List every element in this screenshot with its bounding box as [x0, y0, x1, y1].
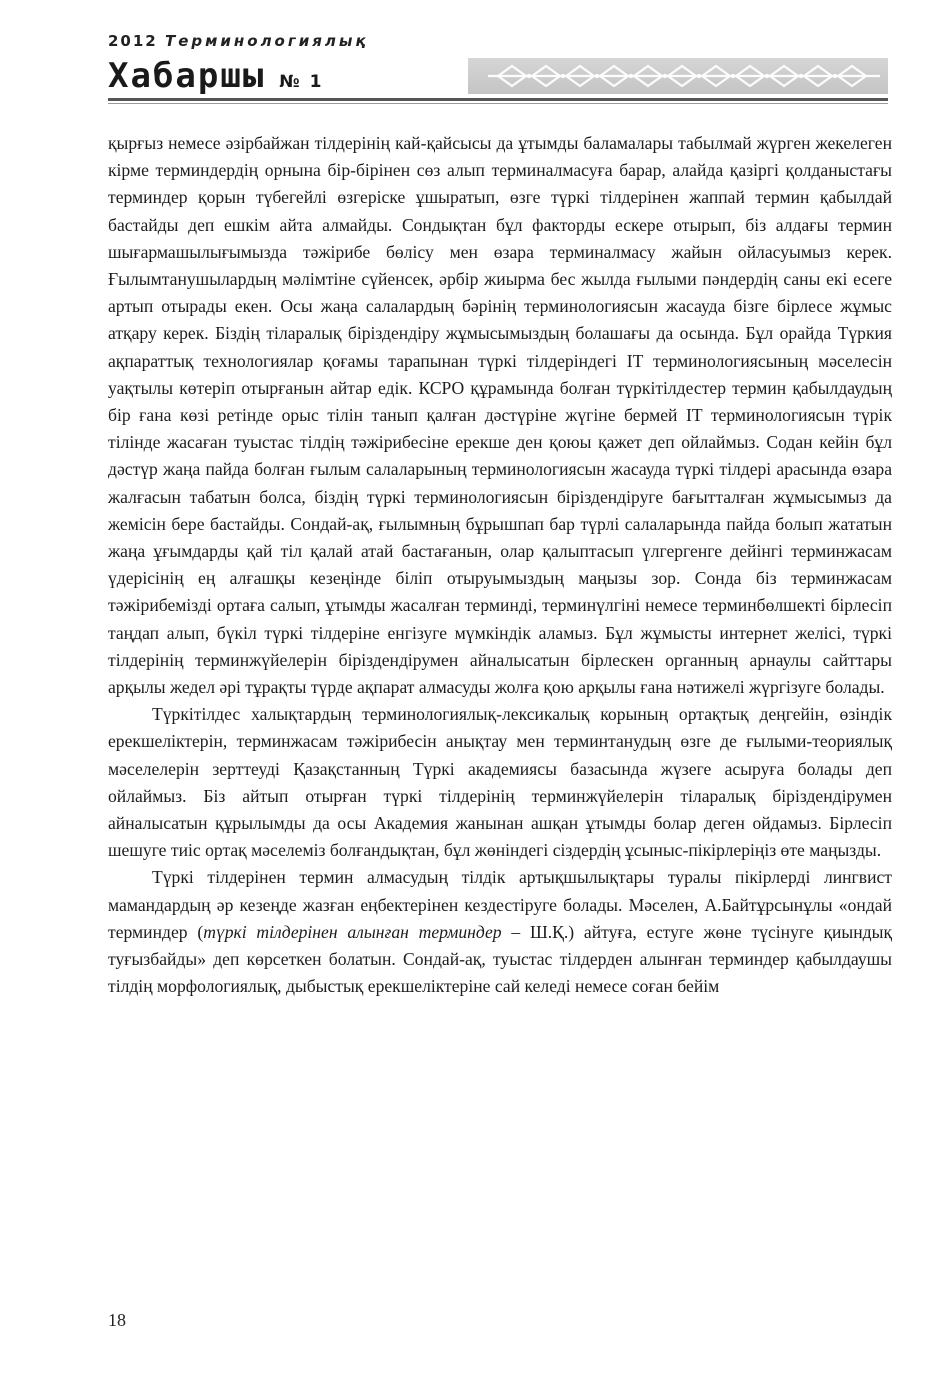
- ornament-pattern-icon: [468, 58, 888, 94]
- header-rule-thin: [108, 103, 888, 104]
- header-title-line: [108, 56, 324, 96]
- paragraph-3-part-2: – Ш.Қ.) айтуға, естуге жөне түсінуге қиындық туғызбайды» деп көрсеткен болатын. Сондай-ақ, туыстас тілдерден алынған терминдер қабылдаушы тілдің морфологиялық, дыбыстық ерекшеліктеріне сай келеді немесе соған бейім: [108, 921, 892, 997]
- page-header: [108, 30, 888, 110]
- header-ornament: [468, 58, 888, 94]
- issue-number: № 1: [279, 72, 324, 92]
- page-number: 18: [108, 1310, 126, 1330]
- paragraph-3-part-1: Түркі тілдерінен термин алмасудың тілдік артықшылықтары туралы пікірлерді лингвист мамандардың әр кезеңде жазған еңбектерінен кездестіруге болады. Мәселен, А.Байтұрсынұлы «ондай терминдер (: [108, 867, 892, 942]
- header-year-line: [108, 32, 369, 50]
- journal-title: Хабаршы: [108, 56, 266, 96]
- paragraph-2: Түркітілдес халықтардың терминологиялық-лексикалық корының ортақтық деңгейін, өзіндік ерекшеліктерін, терминжасам тәжірибесін анықтау мен терминтанудың өзге де ғылыми-теориялық мәселелерін зерттеуді Қазақстанның Түркі академиясы базасында жүзеге асыруға болады деп ойлаймыз. Біз айтып отырған түркі тілдерінің терминжүйелерін тіларалық біріздендірумен айналысатын құрылымды да осы Академия жанынан ашқан ұтымды болар деген ойдамыз. Бірлесіп шешуге тиіс ортақ мәселеміз болғандықтан, бұл жөніндегі сіздердің ұсыныс-пікірлеріңіз өте маңызды.: [108, 704, 892, 861]
- paragraph-1: қырғыз немесе әзірбайжан тілдерінің кай-қайсысы да ұтымды баламалары табылмай жүрген жекелеген кірме терминдердің орнына бір-бірінен сөз алып терминалмасуға барар, алайда қазіргі қолданыстағы терминдер қорын түбегейлі өзгеріске ұшыратып, өзге түркі тілдерінен жаппай термин қабылдай бастайды деп ешкім айта алмайды. Сондықтан бұл факторды ескере отырып, біз алдағы термин шығармашылығымызда тәжірибе бөлісу мен өзара терминалмасу жайын ойласуымыз керек. Ғылымтанушылардың мәлімтіне сүйенсек, әрбір жиырма бес жылда ғылыми пәндердің саны екі есеге артып отырады екен. Осы жаңа салалардың бәрінің терминологиясын жасауда бізге бірлесе жұмыс атқару керек. Біздің тіларалық біріздендіру жұмысымыздың болашағы да осында. Бұл орайда Түркия ақпараттық технологиялар қоғамы тарапынан түркі тілдеріндегі IT терминологиясының мәселесін уақтылы көтеріп отырғанын айтар едік. КСРО құрамында болған түркітілдестер термин қабылдаудың бір ғана көзі ретінде орыс тілін танып қалған дәстүріне жүгіне бермей IT терминологиясын түрік тілінде жасаған туыстас тілдің тәжірибесіне ерекше ден қоюы қажет деп ойлаймыз. Содан кейін бұл дәстүр жаңа пайда болған ғылым салаларының терминологиясын жасауда түркі тілдері арасында өзара жалғасын табатын болса, біздің түркі терминологиясын біріздендіруге бағытталған жұмысымыз да жемісін бере бастайды. Сондай-ақ, ғылымның бұрышпап бар түрлі салаларында пайда болып жататын жаңа ұғымдарды қай тіл қалай атай бастағанын, олар қалыптасып үлгергенге дейінгі терминжасам үдерісінің ең алғашқы кезеңінде біліп отыруымыздың маңызы зор. Сонда біз терминжасам тәжірибемізді ортаға салып, ұтымды жасалған терминді, терминүлгіні немесе терминбөлшекті бірлесіп таңдап алып, бүкіл түркі тілдеріне енгізуге мүмкіндік аламыз. Бұл жұмысты интернет желісі, түркі тілдерінің терминжүйелерін біріздендірумен айналысатын бірлескен органның арнаулы сайттары арқылы жедел әрі тұрақты түрде ақпарат алмасуды жолға қою арқылы ғана нәтижелі жүргізуге болады.: [108, 133, 892, 698]
- header-series: Терминологиялық: [164, 32, 369, 50]
- paragraph-3-italic: түркі тілдерінен алынған терминдер: [203, 921, 502, 942]
- article-body: [108, 130, 892, 1001]
- paragraph-3: [108, 864, 892, 1000]
- header-year: 2012: [108, 32, 158, 50]
- header-rule: [108, 98, 888, 101]
